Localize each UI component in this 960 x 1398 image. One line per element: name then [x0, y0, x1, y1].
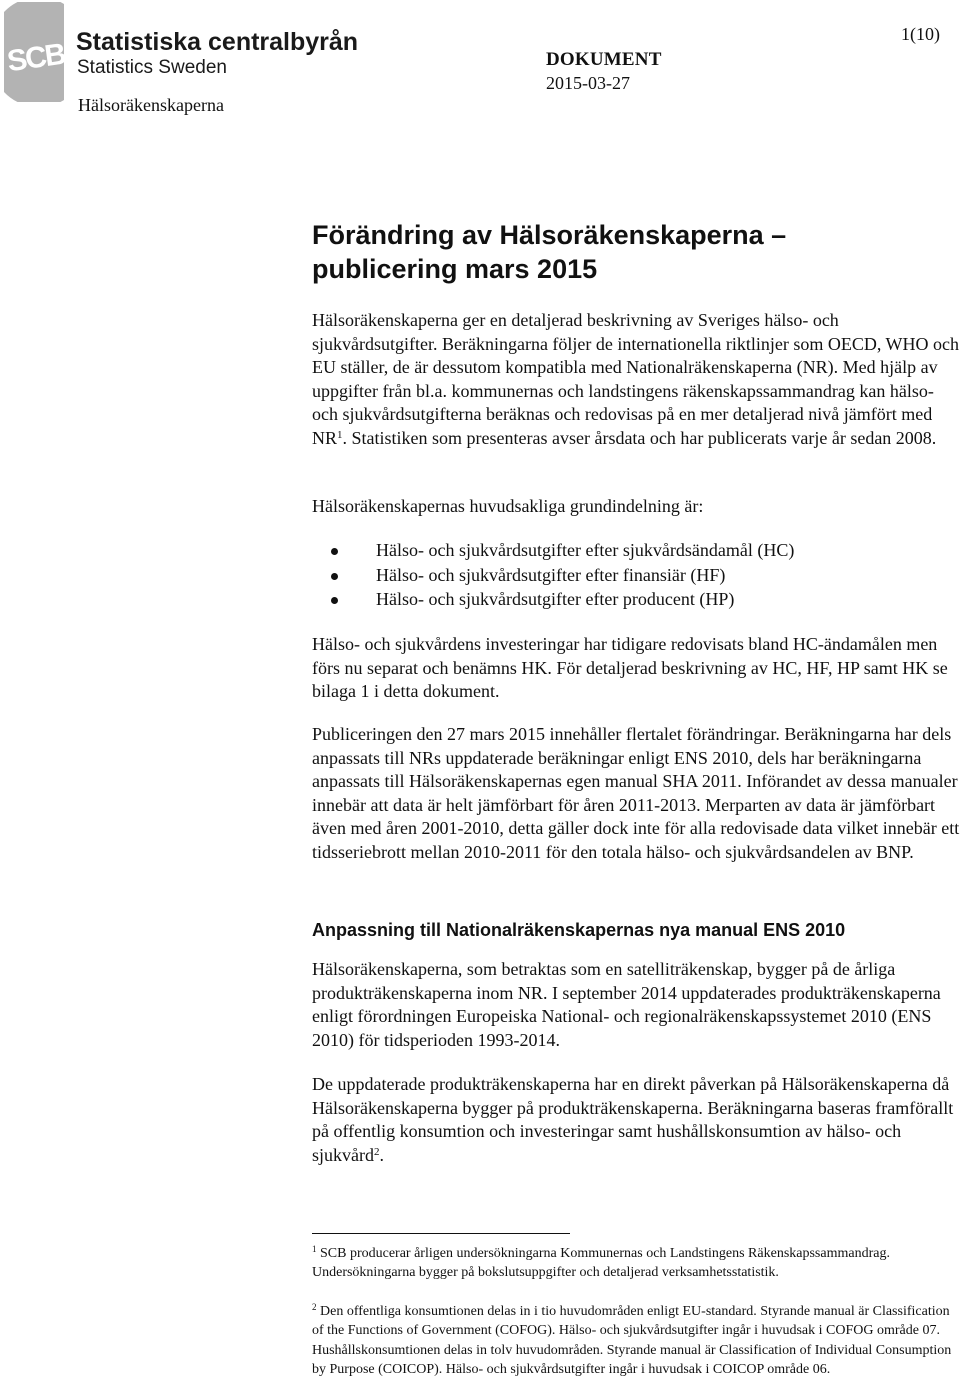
scb-logo-mark: SCB — [5, 37, 67, 79]
footnote-ref-2: 2 — [374, 1145, 380, 1158]
footnote-1: $^1$ SCB producerar årligen undersökningarna Kommunernas och Landstingens Räkenskapssammandrag. Undersökningarna bygger på bokslutsuppgifter och detaljerad verksamhetsstatistik. — [312, 1244, 890, 1281]
document-title — [312, 218, 960, 286]
title-line-2: publicering mars 2015 — [312, 254, 598, 284]
page-number: 1(10) — [901, 24, 940, 44]
footnote-number: 1 — [312, 1244, 317, 1254]
footnote-ref-1: 1 — [337, 428, 343, 441]
bullet-icon — [331, 548, 338, 555]
org-name-en: Statistics Sweden — [77, 57, 227, 78]
footnote-separator — [312, 1233, 570, 1234]
footnote-2: $^2$ Den offentliga konsumtionen delas in i tio huvudområden enligt EU-standard. Styrande manual är Classification of the Functions of Government (COFOG). Hälso- och sjukvårdsutgifter ingår i huvudsak i COFOG område 07. Hushållskonsumtionen delas in tolv huvudområden. Styrande manual är Classification of Individual Consumption by Purpose (COICOP). Hälso- och sjukvårdsutgifter ingår i huvudsak i COICOP område 06. — [312, 1302, 952, 1378]
title-line-1: Förändring av Hälsoräkenskaperna – — [312, 220, 787, 250]
grouping-list — [312, 538, 960, 612]
grouping-intro: Hälsoräkenskapernas huvudsakliga grundindelning är: — [312, 496, 704, 516]
list-item: Hälso- och sjukvårdsutgifter efter sjukvårdsändamål (HC) — [312, 538, 960, 563]
list-item: Hälso- och sjukvårdsutgifter efter producent (HP) — [312, 587, 960, 612]
bullet-icon — [331, 573, 338, 580]
org-name: Statistiska centralbyrån — [76, 28, 359, 56]
investments-paragraph: Hälso- och sjukvårdens investeringar har tidigare redovisats bland HC-ändamålen men förs nu separat och benämns HK. För detaljerad beskrivning av HC, HF, HP samt HK se bilaga 1 i detta dokument. — [312, 634, 948, 702]
document-type: DOKUMENT — [546, 49, 662, 70]
scb-logo — [2, 2, 402, 102]
publication-paragraph: Publiceringen den 27 mars 2015 innehåller flertalet förändringar. Beräkningarna har dels anpassats till NRs uppdaterade beräkningar enligt ENS 2010, dels har beräkningarna anpassats till Hälsoräkenskapernas egen manual SHA 2011. Införandet av dessa manualer innebär att data är helt jämförbart för åren 2011-2013. Merparten av data är jämförbart även med åren 2001-2010, detta gäller dock inte för alla redovisade data vilket innebär ett tidsseriebrott mellan 2010-2011 för den totala hälso- och sjukvårdsandelen av BNP. — [312, 724, 960, 862]
section-paragraph-2: De uppdaterade produkträkenskaperna har en direkt påverkan på Hälsoräkenskaperna då Hälsoräkenskaperna bygger på produkträkenskaperna. Beräkningarna baseras framförallt på offentlig konsumtion och investeringar samt hushållskonsumtion av hälso- och sjukvård$^2$. — [312, 1074, 954, 1165]
section-paragraph-1: Hälsoräkenskaperna, som betraktas som en satelliträkenskap, bygger på de årliga produkträkenskaperna inom NR. I september 2014 uppdaterades produkträkenskaperna enligt förordningen Europeiska National- och regionalräkenskapssystemet 2010 (ENS 2010) för tidsperioden 1993-2014. — [312, 959, 941, 1050]
intro-paragraph: Hälsoräkenskaperna ger en detaljerad beskrivning av Sveriges hälso- och sjukvårdsutgifter. Beräkningarna följer de internationella riktlinjer som OECD, WHO och EU ställer, de är dessutom kompatibla med Nationalräkenskaperna (NR). Med hjälp av uppgifter från bl.a. kommunernas och landstingens räkenskapssammandrag kan hälso- och sjukvårdsutgifterna beräknas och redovisas på en mer detaljerad nivå jämfört med $NR^1$. Statistiken som presenteras avser årsdata och har publicerats varje år sedan 2008. — [312, 310, 959, 448]
section-label: Hälsoräkenskaperna — [78, 95, 224, 115]
list-item: Hälso- och sjukvårdsutgifter efter finansiär (HF) — [312, 563, 960, 588]
footnote-number: 2 — [312, 1302, 317, 1312]
document-date: 2015-03-27 — [546, 73, 630, 93]
bullet-icon — [331, 597, 338, 604]
section-heading: Anpassning till Nationalräkenskapernas nya manual ENS 2010 — [312, 920, 846, 940]
